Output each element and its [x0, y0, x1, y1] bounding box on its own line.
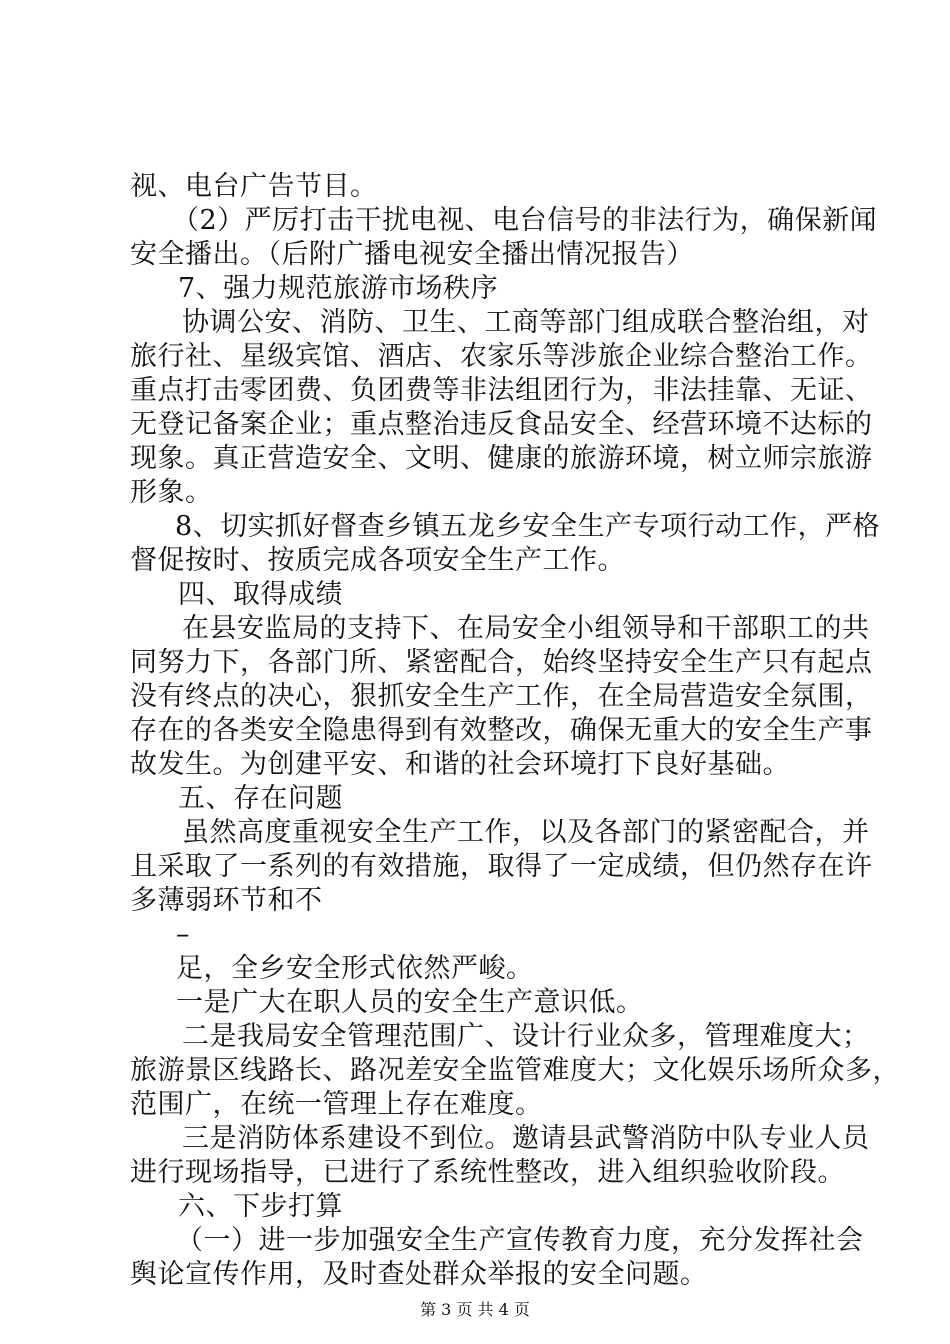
text-line: 督促按时、按质完成各项安全生产工作。	[130, 545, 625, 576]
text-line: 虽然高度重视安全生产工作，以及各部门的紧密配合，并	[182, 817, 870, 848]
text-line: 在县安监局的支持下、在局安全小组领导和干部职工的共	[182, 613, 870, 644]
text-line: 安全播出。（后附广播电视安全播出情况报告）	[130, 239, 694, 270]
text-line: 现象。真正营造安全、文明、健康的旅游环境，树立师宗旅游	[130, 443, 873, 474]
text-line: （2）严厉打击干扰电视、电台信号的非法行为，确保新闻	[172, 205, 878, 236]
text-line: 一是广大在职人员的安全生产意识低。	[176, 987, 644, 1018]
page-footer: 第 3 页 共 4 页	[420, 1300, 530, 1319]
text-line: 旅行社、星级宾馆、酒店、农家乐等涉旅企业综合整治工作。	[130, 341, 873, 372]
text-line: 三是消防体系建设不到位。邀请县武警消防中队专业人员	[182, 1123, 870, 1154]
page-break-dash: –	[176, 919, 190, 950]
text-line: 范围广，在统一管理上存在难度。	[130, 1089, 543, 1120]
text-line: 没有终点的决心，狠抓安全生产工作，在全局营造安全氛围，	[130, 681, 873, 712]
section-heading: 7、强力规范旅游市场秩序	[178, 273, 499, 304]
section-heading: 六、下步打算	[178, 1191, 343, 1222]
text-line: 足，全乡安全形式依然严峻。	[176, 953, 534, 984]
text-line: （一）进一步加强安全生产宣传教育力度，充分发挥社会	[176, 1225, 864, 1256]
text-line: 同努力下，各部门所、紧密配合，始终坚持安全生产只有起点	[130, 647, 873, 678]
text-line: 且采取了一系列的有效措施，取得了一定成绩，但仍然存在许	[130, 851, 873, 882]
text-line: 故发生。为创建平安、和谐的社会环境打下良好基础。	[130, 749, 790, 780]
text-line: 形象。	[130, 477, 213, 508]
section-heading: 8、切实抓好督查乡镇五龙乡安全生产专项行动工作，严格	[175, 511, 881, 542]
section-heading: 四、取得成绩	[178, 579, 343, 610]
section-heading: 五、存在问题	[178, 783, 343, 814]
text-line: 多薄弱环节和不	[130, 885, 323, 916]
text-line: 协调公安、消防、卫生、工商等部门组成联合整治组，对	[182, 307, 870, 338]
text-line: 视、电台广告节目。	[130, 171, 378, 202]
text-line: 存在的各类安全隐患得到有效整改，确保无重大的安全生产事	[130, 715, 873, 746]
text-line: 重点打击零团费、负团费等非法组团行为，非法挂靠、无证、	[130, 375, 873, 406]
text-line: 无登记备案企业；重点整治违反食品安全、经营环境不达标的	[130, 409, 873, 440]
text-line: 旅游景区线路长、路况差安全监管难度大；文化娱乐场所众多，	[130, 1055, 900, 1086]
text-line: 舆论宣传作用，及时查处群众举报的安全问题。	[130, 1259, 708, 1290]
text-line: 二是我局安全管理范围广、设计行业众多，管理难度大；	[182, 1021, 870, 1052]
text-line: 进行现场指导，已进行了系统性整改，进入组织验收阶段。	[130, 1157, 845, 1188]
